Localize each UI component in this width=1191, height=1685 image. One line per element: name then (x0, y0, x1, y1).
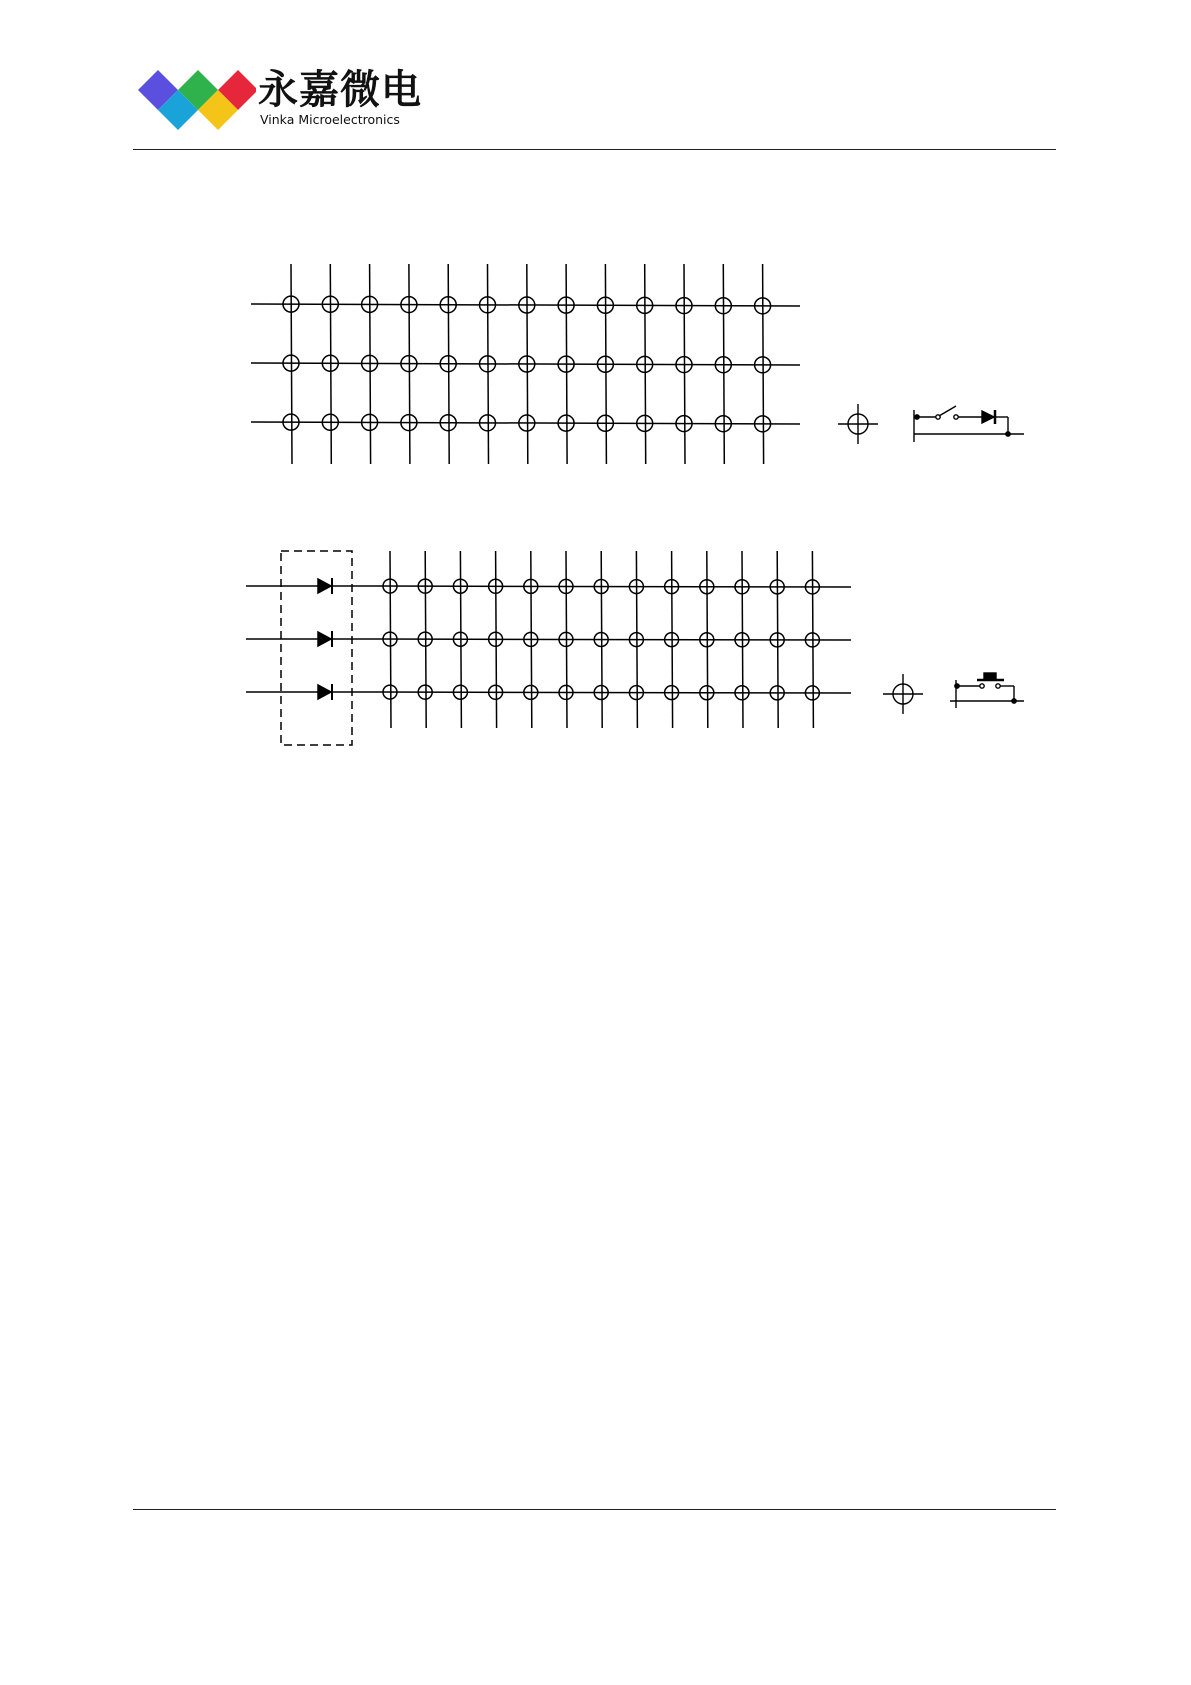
column-line (723, 264, 724, 464)
column-line (531, 551, 532, 728)
column-line (425, 551, 426, 728)
column-line (291, 264, 292, 464)
row-diode-icon (318, 685, 331, 699)
legend-pushbutton (883, 673, 1024, 714)
key-matrix-a (251, 264, 800, 464)
footer-rule (133, 1509, 1056, 1510)
column-line (605, 264, 606, 464)
row-diode-icon (318, 579, 331, 593)
logo-english-name: Vinka Microelectronics (260, 112, 400, 127)
column-line (707, 551, 708, 728)
column-line (448, 264, 449, 464)
column-line (763, 264, 764, 464)
column-line (684, 264, 685, 464)
column-line (566, 551, 567, 728)
column-line (370, 264, 371, 464)
switch-diode-symbol-icon (914, 406, 1024, 442)
column-line (812, 551, 813, 728)
column-line (390, 551, 391, 728)
key-matrix-b (352, 551, 851, 728)
column-line (777, 551, 778, 728)
key-matrix-diagrams (0, 0, 1191, 800)
row-line (251, 422, 800, 424)
column-line (330, 264, 331, 464)
column-line (566, 264, 567, 464)
column-line (460, 551, 461, 728)
legend-switch-diode (838, 404, 1024, 444)
row-line (251, 304, 800, 306)
row-diode-icon (318, 632, 331, 646)
logo-chinese-name: 永嘉微电 (258, 67, 422, 113)
column-line (527, 264, 528, 464)
row-diode-box (246, 551, 352, 745)
column-line (742, 551, 743, 728)
column-line (409, 264, 410, 464)
row-line (251, 363, 800, 365)
column-line (636, 551, 637, 728)
column-line (601, 551, 602, 728)
column-line (672, 551, 673, 728)
pushbutton-symbol-icon (950, 673, 1024, 708)
column-line (488, 264, 489, 464)
column-line (496, 551, 497, 728)
column-line (645, 264, 646, 464)
